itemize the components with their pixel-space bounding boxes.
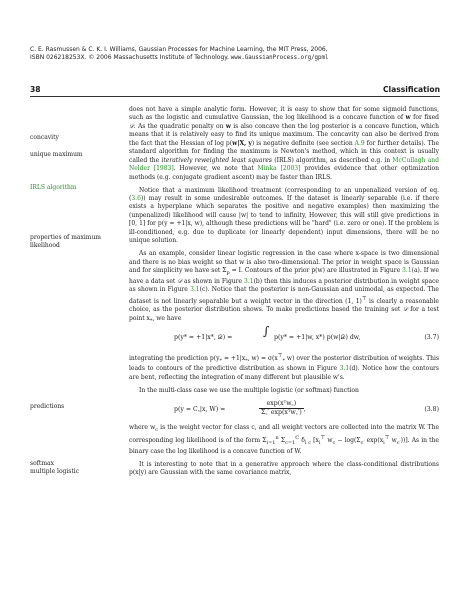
text-run: . As the quadratic penalty on xyxy=(133,122,226,130)
header-url: www.GaussianProcess.org/gpml xyxy=(230,55,329,62)
symbol-dataset: 𝒟 xyxy=(177,277,183,285)
margin-note-properties: properties of maximum likelihood xyxy=(30,234,102,249)
section-link[interactable]: A.9 xyxy=(354,139,365,147)
main-text xyxy=(129,106,439,482)
header-isbn: ISBN 026218253X. © 2006 Massachusetts Institute of Technology. xyxy=(30,54,229,62)
text-run: (b) then this induces a posterior distribution in weight space as shown in Figure xyxy=(129,277,439,294)
equation-3-7 xyxy=(129,323,439,348)
subscript: c′ xyxy=(396,440,401,447)
paragraph-4 xyxy=(129,352,439,383)
subscript: c xyxy=(332,440,336,447)
equation-link[interactable]: 3.6 xyxy=(131,195,141,203)
running-header xyxy=(30,46,440,63)
text-run: Notice that a maximum likelihood treatment (corresponding to an unpenalized version of eq. ( xyxy=(129,186,439,203)
equation-lhs: p(y* = +1|x*, 𝒟) = xyxy=(174,333,233,341)
symbol-w: w xyxy=(405,114,411,122)
text-run: As an example, consider linear logistic regression in the case where x-space is two dimensional and there is no bias weight so that w is also two-dimensional. The prior in weight space is Gaussian and for simplicity we have set Σ xyxy=(129,250,439,275)
text-run: ))]. As in the binary case the log likelihood is a concave function of W. xyxy=(129,437,439,456)
text-run: is the weight vector for class c, and all weight vectors are collected into the matrix W. The corresponding log likelihood is of the form Σ xyxy=(129,423,440,445)
text-run: (IRLS) algorithm, as described e.g. in xyxy=(272,156,393,164)
equation-number: (3.7) xyxy=(424,333,439,341)
paragraph-2 xyxy=(129,187,439,246)
italic-term: iteratively reweighted least squares xyxy=(161,156,272,164)
text-run: = +1|x xyxy=(222,354,246,362)
paragraph-5 xyxy=(129,387,439,395)
text-run: integrating the prediction p(y xyxy=(129,354,220,362)
text-run: as shown in Figure xyxy=(182,277,245,285)
paragraph-6 xyxy=(129,424,439,457)
citation-link[interactable]: Minka [2003] xyxy=(257,165,301,173)
text-run: w xyxy=(325,437,333,445)
subscript: i=1 xyxy=(266,440,276,447)
text-run: exp(x xyxy=(364,437,384,445)
text-run: It is interesting to note that in a generative approach where the class-conditional distributions p(x|y) are Gaussian with the same covariance matrix, xyxy=(129,460,439,477)
text-run: for further details). The standard algorithm for finding the maximum is Newton's method, which in this context is usually called the xyxy=(129,139,439,164)
figure-link[interactable]: 3.1 xyxy=(190,286,200,294)
text-run: − log(Σ xyxy=(335,437,361,445)
symbol-dataset: 𝒟 xyxy=(129,122,134,130)
text-run: does not have a simple analytic form. However, it is easy to show that for some sigmoid functions, such as the logistic and cumulative Gaussian, the log likelihood is a concave function of xyxy=(129,106,439,122)
text-run: , w) = σ(x xyxy=(247,354,278,362)
equation-number: (3.8) xyxy=(424,405,439,413)
section-title: Classification xyxy=(382,85,440,94)
text-run: , we have xyxy=(152,314,182,322)
equation-fraction: exp(xᵀw꜀) Σ꜀′ exp(xᵀw꜀′) , xyxy=(261,399,306,417)
fraction xyxy=(259,400,304,418)
margin-note-predictions: predictions xyxy=(30,403,65,410)
margin-note-unique-maximum: unique maximum xyxy=(30,151,83,158)
text-run: for a test point x xyxy=(129,306,440,322)
header-rule xyxy=(30,96,440,97)
text-run: )) may result in some undesirable outcomes. If the dataset is linearly separable (i.e. if there exists a hyperplane which separates the positive and negative examples) then maximizing the (unpenalized) likelihood will cause |w| to tend to infinity, However, this will still give predictions in [0, 1] for p(y = +1|x, w), although these predictions will be "hard" (i.e. zero or one). If the problem is ill-conditioned, e.g. due to duplicate (or linearly dependent) input dimensions, there will be no unique solution. xyxy=(129,195,439,245)
subscript: * xyxy=(282,357,285,364)
text-run: = I. Contours of the prior p(w) are illustrated in Figure xyxy=(229,267,403,275)
figure-link[interactable]: 3.1 xyxy=(244,277,254,285)
text-run: is also concave then the log posterior is a concave function, which means that it is relatively easy to find its unique maximum. The concavity can also be derived from the fact that the Hessian of log p( xyxy=(129,122,439,147)
text-run: (d). Notice how the contours are bent, reflecting the integration of many different but plausible w's. xyxy=(129,365,440,381)
page-number: 38 xyxy=(30,85,41,94)
subscript: * xyxy=(245,357,248,364)
text-run: (c). Notice that the posterior is non-Gaussian and unimodal, as expected. The dataset is not linearly separable but a weight vector in the direction (1, 1) xyxy=(129,286,439,305)
figure-link[interactable]: 3.1 xyxy=(339,365,350,373)
paragraph-1 xyxy=(129,106,439,182)
text-run: In the multi-class case we use the multiple logistic (or softmax) function xyxy=(139,386,359,394)
header-line-2 xyxy=(30,54,440,62)
symbol-dataset: 𝒟 xyxy=(402,306,408,314)
subscript: c=1 xyxy=(285,440,296,447)
subscript: * xyxy=(219,357,222,364)
text-run: w) over the posterior distribution of weights. This leads to contours of the predictive distribution as shown in Figure xyxy=(129,354,440,373)
equation-3-8 xyxy=(129,400,439,420)
header-line-1: C. E. Rasmussen & C. K. I. Williams, Gaussian Processes for Machine Learning, the MIT Press, 2006, xyxy=(30,46,328,53)
subscript: i xyxy=(383,440,385,447)
fraction-denominator: Σ꜀′ exp(xᵀw꜀′) xyxy=(261,409,302,417)
subscript: i xyxy=(318,440,321,447)
text-run: . However, we note that xyxy=(173,165,258,173)
subscript: c xyxy=(155,426,159,433)
citation-link[interactable]: McCullagh and Nelder [1983] xyxy=(129,156,439,173)
subscript: c′ xyxy=(360,440,365,447)
figure-link[interactable]: 3.1 xyxy=(402,267,412,275)
margin-note-softmax: softmax xyxy=(30,460,54,467)
superscript: ⊤ xyxy=(277,352,283,359)
superscript: ⊤ xyxy=(384,435,390,442)
text-run: ) is negative definite (see section xyxy=(251,139,355,147)
text-run: (a). If we have a data set xyxy=(129,267,439,285)
subscript: * xyxy=(149,317,153,324)
text-run: w xyxy=(389,437,397,445)
subscript: i c xyxy=(304,440,312,447)
margin-note-irls: IRLS algorithm xyxy=(30,184,77,191)
margin-note-multiple-logistic: multiple logistic xyxy=(30,468,80,475)
subscript: p xyxy=(226,270,230,277)
superscript: n xyxy=(275,435,279,442)
superscript: ⊤ xyxy=(361,295,367,302)
text-run: Σ xyxy=(278,437,286,445)
superscript: C xyxy=(295,435,300,442)
text-run: for fixed xyxy=(410,114,439,122)
symbol-w-given-x-y: w|X, y xyxy=(232,139,252,147)
text-run: is clearly a reasonable choice, as the posterior distribution shows. To make predictions based the training set xyxy=(129,297,439,314)
paragraph-3 xyxy=(129,250,439,325)
text-run: [x xyxy=(311,437,319,445)
text-run: provides evidence that other optimization methods (e.g. conjugate gradient ascent) may be faster than IRLS. xyxy=(129,165,440,181)
text-run: where w xyxy=(129,423,156,431)
equation-lhs: p(y = C꜀|x, W) = xyxy=(174,405,226,413)
superscript: ⊤ xyxy=(320,435,326,442)
equation-rhs: p(y* = +1|w, x*) p(w|𝒟) dw, xyxy=(274,333,361,341)
integral-sign: ∫ xyxy=(263,323,270,338)
text-run: δ xyxy=(299,437,305,445)
fraction-numerator: exp(xᵀw꜀) xyxy=(259,400,304,409)
margin-note-concavity: concavity xyxy=(30,134,59,141)
symbol-w: w xyxy=(225,122,231,130)
paragraph-7 xyxy=(129,461,439,478)
